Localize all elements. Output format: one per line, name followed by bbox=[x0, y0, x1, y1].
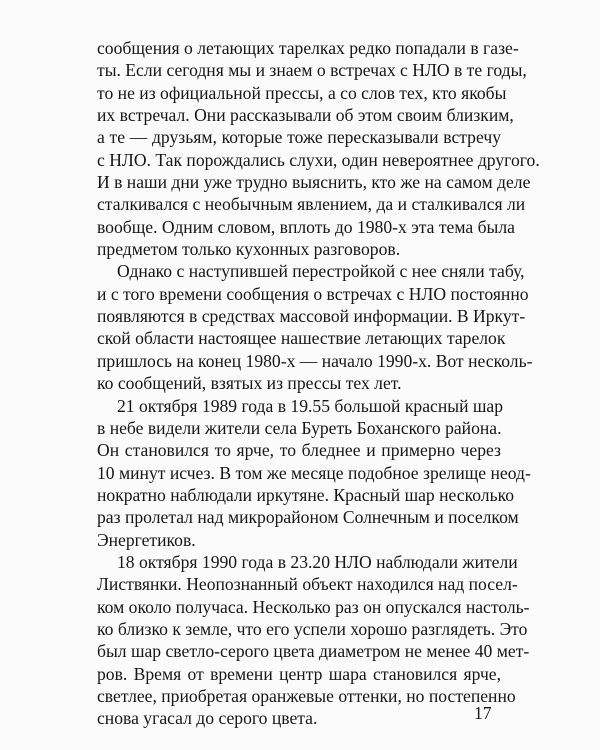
text-line: нократно наблюдали иркутяне. Красный шар несколько bbox=[97, 484, 515, 505]
text-line: ров. Время от времени центр шара становился ярче, bbox=[97, 663, 501, 684]
text-line: вообще. Одним словом, вплоть до 1980-х эта тема была bbox=[97, 216, 515, 237]
text-line: предметом только кухонных разговоров. bbox=[97, 239, 401, 260]
text-line: Однако с наступившей перестройкой с нее сняли табу, bbox=[117, 261, 525, 282]
text-line: 21 октября 1989 года в 19.55 большой красный шар bbox=[117, 395, 504, 416]
text-line: то не из официальной прессы, а со слов тех, кто якобы bbox=[97, 82, 507, 103]
text-line: был шар светло-серого цвета диаметром не менее 40 мет- bbox=[97, 641, 530, 662]
text-line: их встречал. Они рассказывали об этом своим близким, bbox=[97, 105, 514, 126]
text-line: ко сообщений, взятых из прессы тех лет. bbox=[97, 373, 402, 394]
page-number: 17 bbox=[474, 703, 492, 723]
text-line: Листвянки. Неопознанный объект находился над посел- bbox=[97, 574, 518, 595]
paragraph bbox=[97, 551, 530, 730]
text-line: 18 октября 1990 года в 23.20 НЛО наблюдали жители bbox=[117, 551, 518, 572]
paragraph bbox=[97, 260, 533, 394]
text-line: 10 минут исчез. В том же месяце подобное зрелище неод- bbox=[97, 462, 531, 483]
text-line: ской области настоящее нашествие летающих тарелок bbox=[97, 328, 506, 349]
text-line: и с того времени сообщения о встречах с НЛО постоянно bbox=[97, 283, 529, 304]
text-line: Энергетиков. bbox=[97, 529, 196, 550]
text-line: в небе видели жители села Буреть Боханского района. bbox=[97, 417, 502, 438]
text-line: Он становился то ярче, то бледнее и примерно через bbox=[97, 440, 501, 461]
text-line: светлее, приобретая оранжевые оттенки, но постепенно bbox=[97, 685, 516, 706]
text-line: раз пролетал над микрорайоном Солнечным и поселком bbox=[97, 507, 519, 528]
text-line: появляются в средствах массовой информации. В Иркут- bbox=[97, 306, 526, 327]
paragraph bbox=[97, 37, 540, 260]
text-line: сталкивался с необычным явлением, да и сталкивался ли bbox=[97, 194, 526, 215]
text-line: пришлось на конец 1980-х — начало 1990-х. Вот несколь- bbox=[97, 350, 533, 371]
text-line: снова угасал до серого цвета. bbox=[97, 708, 318, 729]
text-line: а те — друзьям, которые тоже пересказывали встречу bbox=[97, 127, 501, 148]
text-line: сообщения о летающих тарелках редко попадали в газе- bbox=[97, 38, 519, 58]
text-line: И в наши дни уже трудно выяснить, кто же на самом деле bbox=[97, 172, 531, 193]
paragraph bbox=[97, 395, 531, 551]
body-text bbox=[97, 37, 540, 730]
text-line: ком около получаса. Несколько раз он опускался настоль- bbox=[97, 596, 530, 617]
text-line: с НЛО. Так порождались слухи, один невероятнее другого. bbox=[97, 149, 540, 170]
text-line: ко близко к земле, что его успели хорошо разглядеть. Это bbox=[97, 618, 528, 639]
text-line: ты. Если сегодня мы и знаем о встречах с НЛО в те годы, bbox=[97, 60, 527, 81]
